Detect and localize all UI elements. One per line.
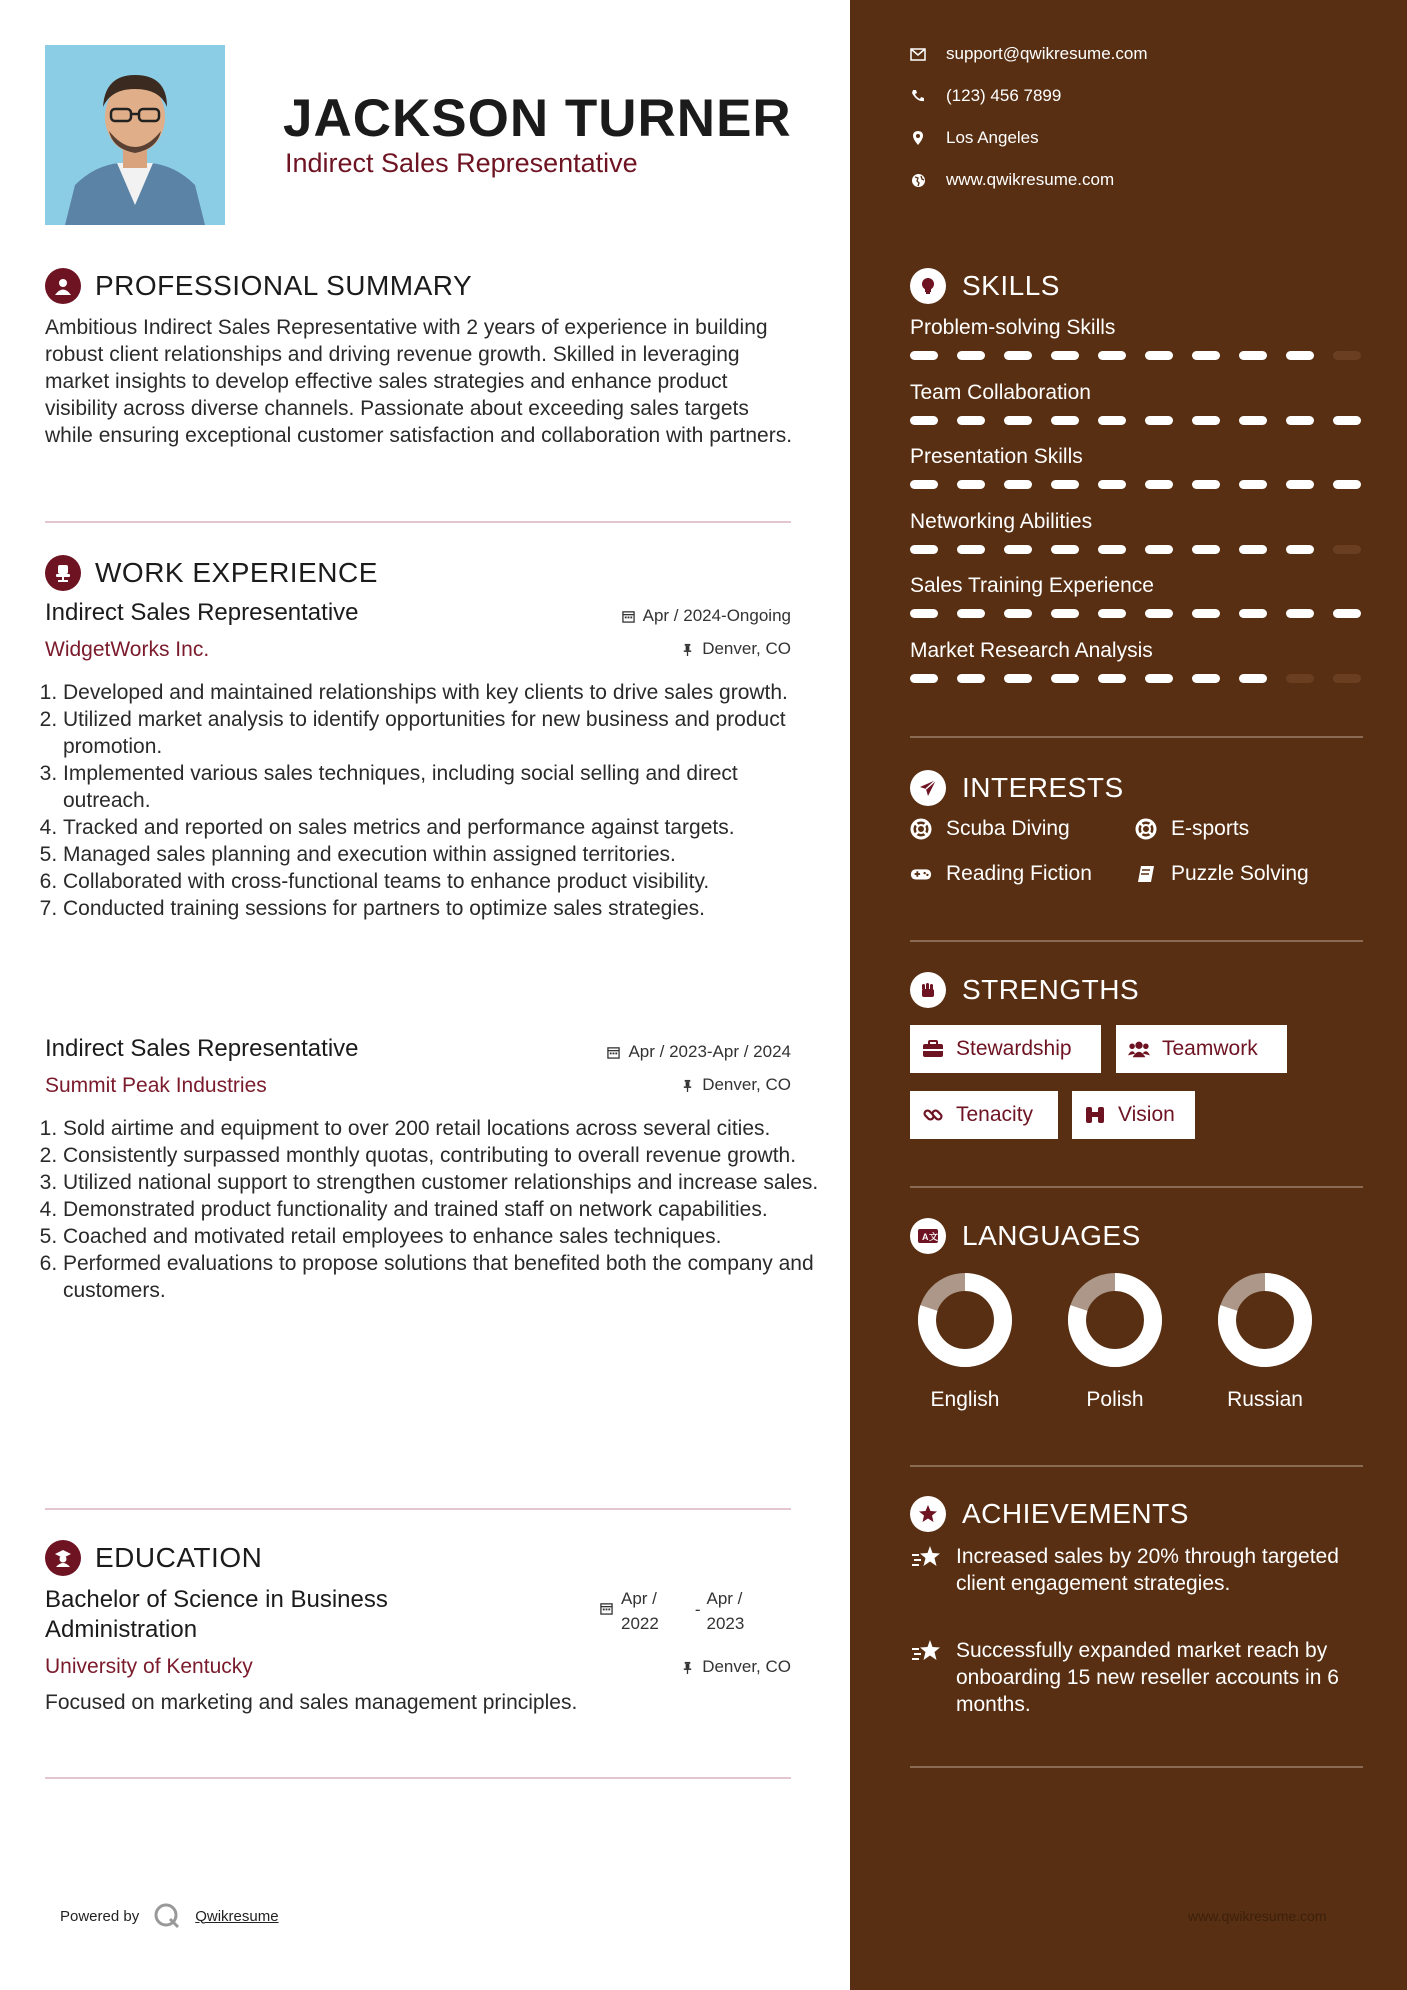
contact-email[interactable] [910,44,1148,64]
start-month: Apr / [621,1589,657,1608]
sidebar [850,0,1407,1990]
education-location [681,1657,791,1677]
skill-level-bar [910,674,1380,683]
link-icon [922,1104,944,1126]
gamepad-icon [910,863,932,885]
skill-name: Sales Training Experience [910,574,1154,597]
end-year: 2023 [706,1614,745,1633]
skill-name: Networking Abilities [910,509,1093,533]
end-date [707,1586,745,1636]
list-item: 2. Consistently surpassed monthly quotas, contributing to overall revenue growth. [63,1142,823,1169]
strength-label: Vision [1118,1103,1175,1126]
job-location-text: Denver, CO [702,1075,791,1094]
language-proficiency-ring [1215,1270,1315,1370]
lifebuoy-icon [1135,818,1157,840]
skill-level-segment [1192,609,1220,618]
language-item [1210,1270,1320,1412]
degree-title: Bachelor of Science in Business Administration [45,1586,388,1643]
lightbulb-icon [910,268,946,304]
summary-text: Ambitious Indirect Sales Representative with 2 years of experience in building robust client relationships and driving revenue growth. Skilled in leveraging market insights to develop effective sales strategies and enhance product visibility across diverse channels. Passionate about exceeding sales targets while ensuring exceptional customer satisfaction and collaboration with partners. [45,316,793,447]
skill-level-segment [1098,674,1126,683]
strength-label: Stewardship [956,1037,1072,1060]
job-date [607,1042,791,1062]
skill-level-segment [1051,351,1079,360]
job-title: Indirect Sales Representative [45,599,359,626]
skill-level-segment [1098,416,1126,425]
star-badge-icon [910,1496,946,1532]
list-item: 1. Developed and maintained relationships with key clients to drive sales growth. [63,679,823,706]
school-name: University of Kentucky [45,1655,253,1678]
skill-level-segment [1145,480,1173,489]
skill-level-segment [1098,609,1126,618]
candidate-role: Indirect Sales Representative [285,148,638,178]
contact-location [910,128,1039,148]
language-item [1060,1270,1170,1412]
calendar-icon [607,1046,620,1059]
skill-level-segment [910,609,938,618]
skill-level-segment [1051,545,1079,554]
skill-row [910,316,1370,340]
interests-heading [910,770,1124,806]
list-item: 6. Performed evaluations to propose solutions that benefited both the company and customers. [63,1250,823,1304]
list-item: 4. Demonstrated product functionality and trained staff on network capabilities. [63,1196,823,1223]
skill-name: Market Research Analysis [910,638,1153,662]
divider [45,521,791,523]
achievement-text: Successfully expanded market reach by onboarding 15 new reseller accounts in 6 months. [956,1639,1339,1716]
interest-item [1135,862,1309,886]
contact-location-text: Los Angeles [946,128,1039,147]
skill-level-bar [910,609,1380,618]
skill-level-segment [1286,351,1314,360]
languages-heading [910,1218,1141,1254]
skill-row [910,381,1370,405]
contact-email-text: support@qwikresume.com [946,44,1148,63]
education-title: EDUCATION [95,1542,263,1573]
skill-level-segment [1004,545,1032,554]
phone-icon [910,88,926,104]
job-bullets [45,679,823,922]
list-item: 5. Managed sales planning and execution within assigned territories. [63,841,823,868]
skill-level-segment [957,674,985,683]
candidate-name: JACKSON TURNER [283,89,792,148]
interest-label: E-sports [1171,817,1250,840]
skill-level-segment [1286,416,1314,425]
skill-name: Problem-solving Skills [910,316,1116,339]
language-proficiency-ring [915,1270,1015,1370]
skill-level-segment [1004,674,1032,683]
skill-level-segment [1192,351,1220,360]
language-item [910,1270,1020,1412]
powered-by [60,1902,279,1930]
skill-level-segment [1004,416,1032,425]
achievement-text: Increased sales by 20% through targeted client engagement strategies. [956,1545,1339,1595]
pin-icon [681,1079,694,1092]
interest-item [910,862,1092,886]
skill-level-segment [1333,674,1361,683]
translate-icon [910,1218,946,1254]
skill-level-segment [1286,674,1314,683]
map-marker-icon [910,130,926,146]
envelope-icon [910,46,926,62]
skills-heading [910,268,1060,304]
skill-level-segment [1333,609,1361,618]
strengths-title: STRENGTHS [962,974,1140,1005]
skill-level-segment [957,480,985,489]
language-name: Russian [1227,1388,1303,1411]
brand-link[interactable]: Qwikresume [195,1907,279,1925]
calendar-icon [600,1602,613,1615]
education-heading [45,1540,262,1576]
fist-icon [910,972,946,1008]
chair-icon [45,555,81,591]
skill-level-segment [1051,416,1079,425]
languages-title: LANGUAGES [962,1220,1141,1251]
skill-level-segment [1192,545,1220,554]
job-location-text: Denver, CO [702,639,791,658]
skill-row [910,510,1370,534]
language-name: Polish [1086,1388,1144,1411]
job-entry [45,1035,819,1302]
skill-level-segment [910,480,938,489]
skill-row [910,445,1370,469]
date-separator: - [694,1600,701,1619]
divider [910,1766,1363,1768]
job-bullets [45,1115,823,1304]
skill-level-segment [1145,416,1173,425]
interest-item [910,817,1070,841]
calendar-icon [622,610,635,623]
skill-level-segment [1239,674,1267,683]
skill-level-segment [1239,609,1267,618]
job-location [681,639,791,659]
start-date [621,1586,659,1636]
skill-row [910,574,1370,598]
skill-level-segment [1192,674,1220,683]
footer-website: www.qwikresume.com [1188,1908,1327,1924]
contact-phone[interactable] [910,86,1061,106]
divider [910,940,1363,942]
lifebuoy-icon [910,818,932,840]
skill-level-segment [1004,609,1032,618]
skill-level-segment [1333,480,1361,489]
list-item: 3. Implemented various sales techniques, including social selling and direct outreach. [63,760,823,814]
skill-level-segment [1051,480,1079,489]
paper-plane-icon [910,770,946,806]
skill-level-segment [1004,351,1032,360]
skill-level-segment [910,545,938,554]
skill-level-segment [1239,351,1267,360]
end-month: Apr / [706,1589,743,1608]
user-icon [45,268,81,304]
svg-text:A: A [922,1232,929,1242]
skills-title: SKILLS [962,270,1060,301]
skill-level-segment [1145,545,1173,554]
skill-level-segment [1098,545,1126,554]
briefcase-icon [922,1038,944,1060]
shooting-star-icon [910,1637,944,1667]
strengths-heading [910,972,1139,1008]
experience-title: WORK EXPERIENCE [95,557,378,588]
book-icon [1135,863,1157,885]
strength-badge [910,1091,1058,1139]
skill-level-segment [1051,609,1079,618]
pin-icon [681,643,694,656]
skill-level-segment [1145,609,1173,618]
skill-level-segment [1286,609,1314,618]
strength-badge [910,1025,1101,1073]
list-item: 1. Sold airtime and equipment to over 200 retail locations across several cities. [63,1115,823,1142]
skill-level-segment [1286,545,1314,554]
skill-level-segment [1239,545,1267,554]
achievements-heading [910,1496,1189,1532]
job-date-text: Apr / 2024-Ongoing [642,606,791,625]
skill-level-segment [910,416,938,425]
skill-level-segment [957,416,985,425]
contact-website[interactable] [910,170,1114,190]
profile-photo [45,45,225,225]
skill-level-segment [1239,416,1267,425]
skill-level-segment [957,545,985,554]
job-company: WidgetWorks Inc. [45,638,210,661]
education-location-text: Denver, CO [702,1657,791,1676]
divider [910,1465,1363,1467]
binoculars-icon [1084,1104,1106,1126]
strength-label: Tenacity [956,1103,1034,1126]
list-item: 5. Coached and motivated retail employees to enhance sales techniques. [63,1223,823,1250]
divider [45,1777,791,1779]
skill-level-segment [957,351,985,360]
job-company: Summit Peak Industries [45,1074,267,1097]
skill-level-segment [1239,480,1267,489]
job-title: Indirect Sales Representative [45,1035,359,1062]
interest-label: Puzzle Solving [1171,862,1309,885]
achievement-item [910,1637,1360,1718]
skill-level-segment [1004,480,1032,489]
list-item: 6. Collaborated with cross-functional teams to enhance product visibility. [63,868,823,895]
divider [45,1508,791,1510]
strength-badge [1072,1091,1195,1139]
job-date [622,606,791,626]
skill-level-bar [910,351,1380,360]
qwikresume-logo-icon [153,1902,181,1930]
interest-label: Scuba Diving [946,817,1070,840]
job-entry [45,599,791,920]
strength-badge [1116,1025,1287,1073]
pin-icon [681,1661,694,1674]
divider [910,1186,1363,1188]
skill-level-segment [1333,416,1361,425]
contact-website-text: www.qwikresume.com [946,170,1115,189]
skill-level-bar [910,545,1380,554]
summary-heading [45,268,472,304]
skill-level-segment [1051,674,1079,683]
achievements-title: ACHIEVEMENTS [962,1498,1189,1529]
skill-level-bar [910,416,1380,425]
language-proficiency-ring [1065,1270,1165,1370]
job-location [681,1075,791,1095]
strength-label: Teamwork [1162,1037,1258,1060]
education-description: Focused on marketing and sales management principles. [45,1691,578,1714]
skill-level-segment [1098,351,1126,360]
interest-label: Reading Fiction [946,862,1092,885]
experience-heading [45,555,378,591]
contact-phone-text: (123) 456 7899 [946,86,1062,105]
skill-row [910,639,1370,663]
list-item: 2. Utilized market analysis to identify opportunities for new business and product promotion. [63,706,823,760]
list-item: 3. Utilized national support to strengthen customer relationships and increase sales. [63,1169,823,1196]
interests-title: INTERESTS [962,772,1124,803]
powered-by-label: Powered by [60,1907,140,1925]
skill-level-segment [910,674,938,683]
skill-level-segment [957,609,985,618]
achievement-item [910,1543,1360,1597]
summary-title: PROFESSIONAL SUMMARY [95,270,473,301]
skill-level-bar [910,480,1380,489]
shooting-star-icon [910,1543,944,1573]
skill-level-segment [1145,351,1173,360]
start-year: 2022 [621,1614,659,1633]
skill-level-segment [1192,416,1220,425]
users-icon [1128,1038,1150,1060]
svg-text:文: 文 [929,1232,939,1242]
language-name: English [930,1388,1000,1411]
job-date-text: Apr / 2023-Apr / 2024 [628,1042,791,1061]
globe-icon [910,172,926,188]
skill-level-segment [1333,545,1361,554]
education-dates [600,1586,744,1636]
list-item: 4. Tracked and reported on sales metrics and performance against targets. [63,814,823,841]
divider [910,736,1363,738]
skill-level-segment [1333,351,1361,360]
skill-name: Team Collaboration [910,380,1091,404]
interest-item [1135,817,1249,841]
skill-level-segment [910,351,938,360]
skill-level-segment [1145,674,1173,683]
graduate-icon [45,1540,81,1576]
skill-level-segment [1098,480,1126,489]
list-item: 7. Conducted training sessions for partners to optimize sales strategies. [63,895,823,922]
skill-level-segment [1192,480,1220,489]
skill-level-segment [1286,480,1314,489]
skill-name: Presentation Skills [910,445,1083,468]
